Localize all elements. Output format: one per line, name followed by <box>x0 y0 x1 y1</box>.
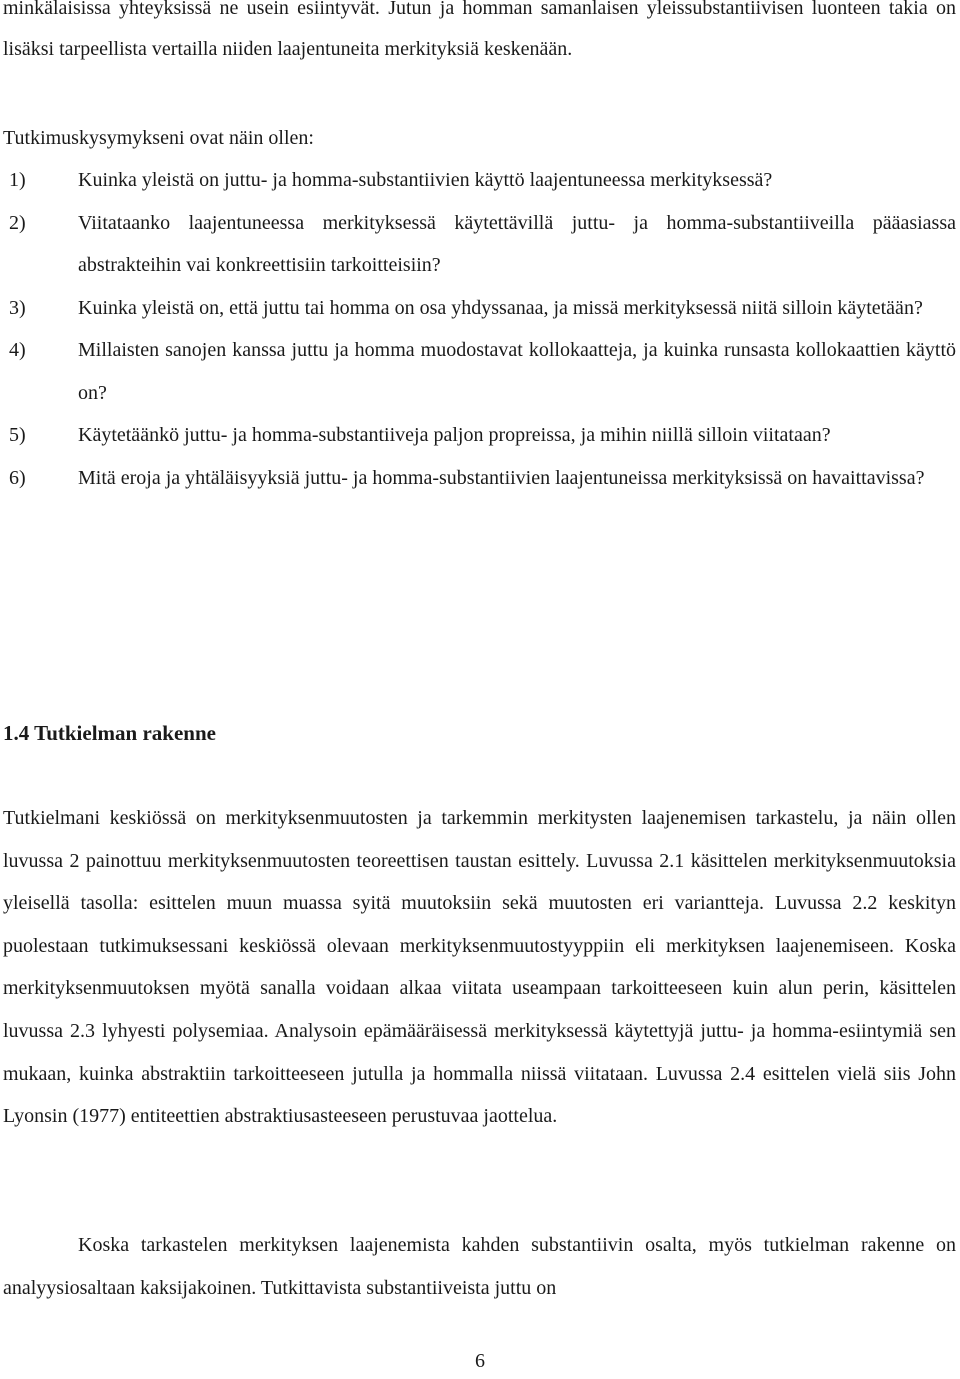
structure-paragraph-1: Tutkielmani keskiössä on merkityksenmuutosten ja tarkemmin merkitysten laajenemisen tarkastelu, ja näin ollen luvussa 2 painottuu merkityksenmuutosten teoreettisen taustan esittely. Luvussa 2.1 käsittelen merkityksenmuutoksia yleisellä tasolla: esittelen muun muassa syitä muutoksiin sekä muutosten eri variantteja. Luvussa 2.2 keskityn puolestaan tutkimuksessani keskiössä olevaan merkityksenmuutostyyppiin eli merkityksen laajenemiseen. Koska merkityksenmuutoksen myötä sanalla voidaan alkaa viitata useampaan tarkoitteeseen kuin alun perin, käsittelen luvussa 2.3 lyhyesti polysemiaa. Analysoin epämääräisessä merkityksessä käytettyjä juttu- ja homma-esiintymiä sen mukaan, kuinka abstraktiin tarkoitteeseen jutulla ja hommalla niissä viitataan. Luvussa 2.4 esittelen vielä siis John Lyonsin (1977) entiteettien abstraktiusasteeseen perustuvaa jaottelua. <box>3 807 956 1128</box>
research-question-6 <box>3 457 956 500</box>
question-text: Kuinka yleistä on juttu- ja homma-substantiivien käyttö laajentuneessa merkityksessä? <box>78 169 773 191</box>
question-text: Kuinka yleistä on, että juttu tai homma on osa yhdyssanaa, ja missä merkityksessä niitä silloin käytetään? <box>78 296 923 319</box>
research-questions-intro: Tutkimuskysymykseni ovat näin ollen: <box>3 127 314 149</box>
question-text: Millaisten sanojen kanssa juttu ja homma muodostavat kollokaatteja, ja kuinka runsasta kollokaattien käyttö on? <box>78 339 956 404</box>
research-questions-list <box>3 159 956 499</box>
intro-paragraph: minkälaisissa yhteyksissä ne usein esiintyvät. Jutun ja homman samanlaisen yleissubstantiivisen luonteen takia on lisäksi tarpeellista vertailla niiden laajentuneita merkityksiä keskenään. <box>3 0 956 60</box>
question-number: 3) <box>9 296 26 319</box>
research-question-1 <box>3 159 956 202</box>
question-text: Mitä eroja ja yhtäläisyyksiä juttu- ja homma-substantiivien laajentuneissa merkityksissä on havaittavissa? <box>78 466 925 489</box>
question-number: 4) <box>9 339 26 361</box>
question-text: Viitataanko laajentuneessa merkityksessä käytettävillä juttu- ja homma-substantiiveilla pääasiassa abstrakteihin vai konkreettisiin tarkoitteisiin? <box>78 211 956 276</box>
research-question-4 <box>3 329 956 414</box>
research-question-2 <box>3 202 956 287</box>
section-heading: 1.4 Tutkielman rakenne <box>3 721 216 745</box>
research-question-3 <box>3 287 956 330</box>
page-number: 6 <box>475 1350 485 1372</box>
research-question-5 <box>3 414 956 457</box>
question-number: 1) <box>9 169 26 191</box>
question-number: 6) <box>9 466 26 489</box>
question-number: 5) <box>9 424 26 446</box>
structure-paragraph-2: Koska tarkastelen merkityksen laajenemista kahden substantiivin osalta, myös tutkielman rakenne on analyysiosaltaan kaksijakoinen. Tutkittavista substantiiveista juttu on <box>3 1234 956 1299</box>
question-number: 2) <box>9 211 26 234</box>
question-text: Käytetäänkö juttu- ja homma-substantiiveja paljon propreissa, ja mihin niillä silloin viitataan? <box>78 424 831 446</box>
